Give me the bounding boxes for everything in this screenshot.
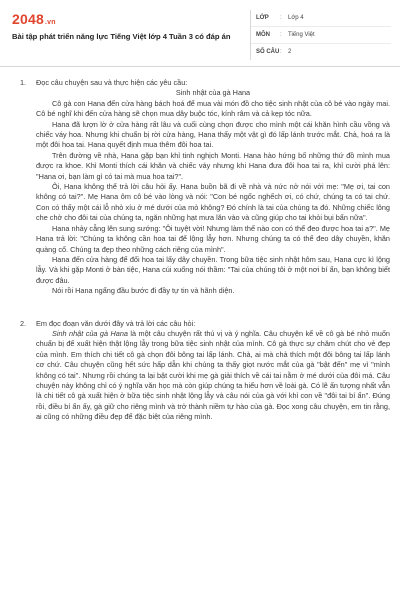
question-1: [20, 78, 390, 297]
story-paragraph: Hana đã lượn lờ ở cửa hàng rất lâu và cuối cùng chọn được cho mình một cái khăn hình cầu vồng và chiếc váy hoa. Nhưng khi chuẩn bị rời cửa hàng, Hana thấy một vật gì đó lấp lánh trước mắt. Chà, hoá ra là một đôi hoa tai. Hana quyết định mua thêm đôi hoa tai.: [36, 119, 390, 150]
meta-separator: :: [280, 15, 282, 21]
meta-key: LỚP: [256, 15, 269, 21]
meta-value: Lớp 4: [288, 15, 304, 21]
meta-key: SỐ CÂU: [256, 49, 280, 55]
question-number: 2.: [20, 318, 27, 328]
story-paragraph: Hana đến cửa hàng để đổi hoa tai lấy dây chuyền. Trong bữa tiệc sinh nhật hôm sau, Hana cực kì lộng lẫy. Và khi gặp Monti ở bàn tiệc, Hana cúi xuống nói thầm: "Tai của chúng tôi ở một nơi bí ẩn, bạn không biết được đâu.: [36, 254, 390, 285]
meta-value: 2: [288, 49, 292, 55]
meta-separator: :: [280, 49, 282, 55]
story-paragraph: Hana nhảy cẫng lên sung sướng: "Ôi tuyệt vời! Nhưng làm thế nào con có thể đeo được hoa tai ạ?". Mẹ Hana trả lời: "Chúng ta không cần hoa tai để lộng lẫy hơn. Nhưng chúng ta có thể đeo dây chuyền, khăn quàng cổ. Chúng ta đẹp theo những cách riêng của mình".: [36, 223, 390, 254]
meta-separator: :: [280, 32, 282, 38]
site-logo[interactable]: [12, 11, 56, 27]
meta-row-grade: [251, 10, 391, 27]
page-title: Bài tập phát triển năng lực Tiếng Việt lớp 4 Tuần 3 có đáp án: [12, 32, 231, 41]
question-body: [36, 319, 390, 423]
question-number: 1.: [20, 78, 27, 87]
question-body: [36, 78, 390, 297]
passage-paragraph: [36, 329, 390, 423]
meta-row-question-count: [251, 44, 391, 60]
document-header: [0, 0, 400, 67]
story-paragraph: Nói rồi Hana ngẩng đầu bước đi đầy tự tin và hãnh diện.: [52, 286, 235, 296]
story-paragraph: Ôi, Hana không thể trả lời câu hỏi ấy. Hana buồn bã đi về nhà và nức nở nói với mẹ: "Mẹ ơi, tai con không có tai?". Mẹ Hana ôm cô bé vào lòng và nói: "Con bé ngốc nghếch ơi, có chứ, chúng ta có tai chứ. Con có thấy một cái lỗ nhỏ xíu ở mé dưới của mỏ không? Đó chính là tai của chúng ta đó. Những chiếc lông che chở cho đôi tai của chúng ta, ngăn những hạt mưa lăn vào và cũng giúp cho tai khỏi bụi bẩn nữa".: [36, 182, 390, 223]
meta-value: Tiếng Việt: [288, 32, 315, 38]
story-title: Sinh nhật của gà Hana: [175, 88, 251, 98]
meta-table: [250, 10, 391, 60]
logo-suffix: .vn: [44, 19, 56, 26]
story-paragraph: Cô gà con Hana đến cửa hàng bách hoá để mua vài món đồ cho tiệc sinh nhật của cô bé vào ngày mai. Cô bé nghĩ khi đến cửa hàng sẽ chọn mua dây buộc tóc, kính râm và cả kẹp tóc nữa.: [36, 98, 390, 119]
question-prompt: Đọc câu chuyện sau và thực hiện các yêu cầu:: [36, 78, 188, 87]
passage-italic-title: Sinh nhật của gà Hana: [52, 328, 128, 338]
meta-row-subject: [251, 27, 391, 44]
logo-text: 2048: [12, 11, 44, 27]
passage-text: là một câu chuyện rất thú vị và ý nghĩa. Câu chuyện kể về cô gà bé nhỏ muốn chuẩn bị để xuất hiện thật lộng lẫy trong bữa tiệc sinh nhật của mình. Cô gà thực sự chăm chút cho vẻ đẹp của mình. Em thích chi tiết cô gà chọn đôi bông tai lấp lánh. Chà, ai mà chả thích một đôi bông tai lấp lánh cơ chứ. Câu chuyện cũng hết sức hấp dẫn khi chúng ta thấy giọt nước mắt của gà "bật đến" mẹ vì "mình không có tai". Nhưng rồi chúng ta lại bật cười khi mẹ gà giải thích về cái tai nằm ở mé dưới của đôi má. Câu chuyện này không chỉ có ý nghĩa văn học mà còn giúp chúng ta hiểu hơn về loài gà. Có lẽ ấn tượng nhất vẫn là chi tiết cô gà xuất hiện ở bữa tiệc sinh nhật lộng lẫy và câu nói của gà với khỉ con về "đôi tai bí ẩn". Đúng rồi, điều bí ẩn ấy, gà giữ cho riêng mình và trở thành niềm tự hào của gà. Đọc xong câu chuyện, em tin rằng, ai cũng có những điều đẹp để đặc biệt của riêng mình.: [36, 328, 390, 422]
story-paragraph: Trên đường về nhà, Hana gặp bạn khỉ tinh nghịch Monti. Hana hào hứng bố những thứ đồ mình mua được ra khoe. Khỉ Monti thích cái khăn và chiếc váy nhưng khi Hana đưa đôi hoa tai ra, khỉ cười phá lên: "Hana ơi, bạn làm gì có tai mà mua hoa tai?".: [36, 150, 390, 181]
question-prompt: Em đọc đoạn văn dưới đây và trả lời các câu hỏi:: [36, 318, 196, 328]
question-2: [20, 319, 390, 423]
meta-key: MÔN: [256, 32, 270, 38]
document-content: [20, 78, 390, 423]
